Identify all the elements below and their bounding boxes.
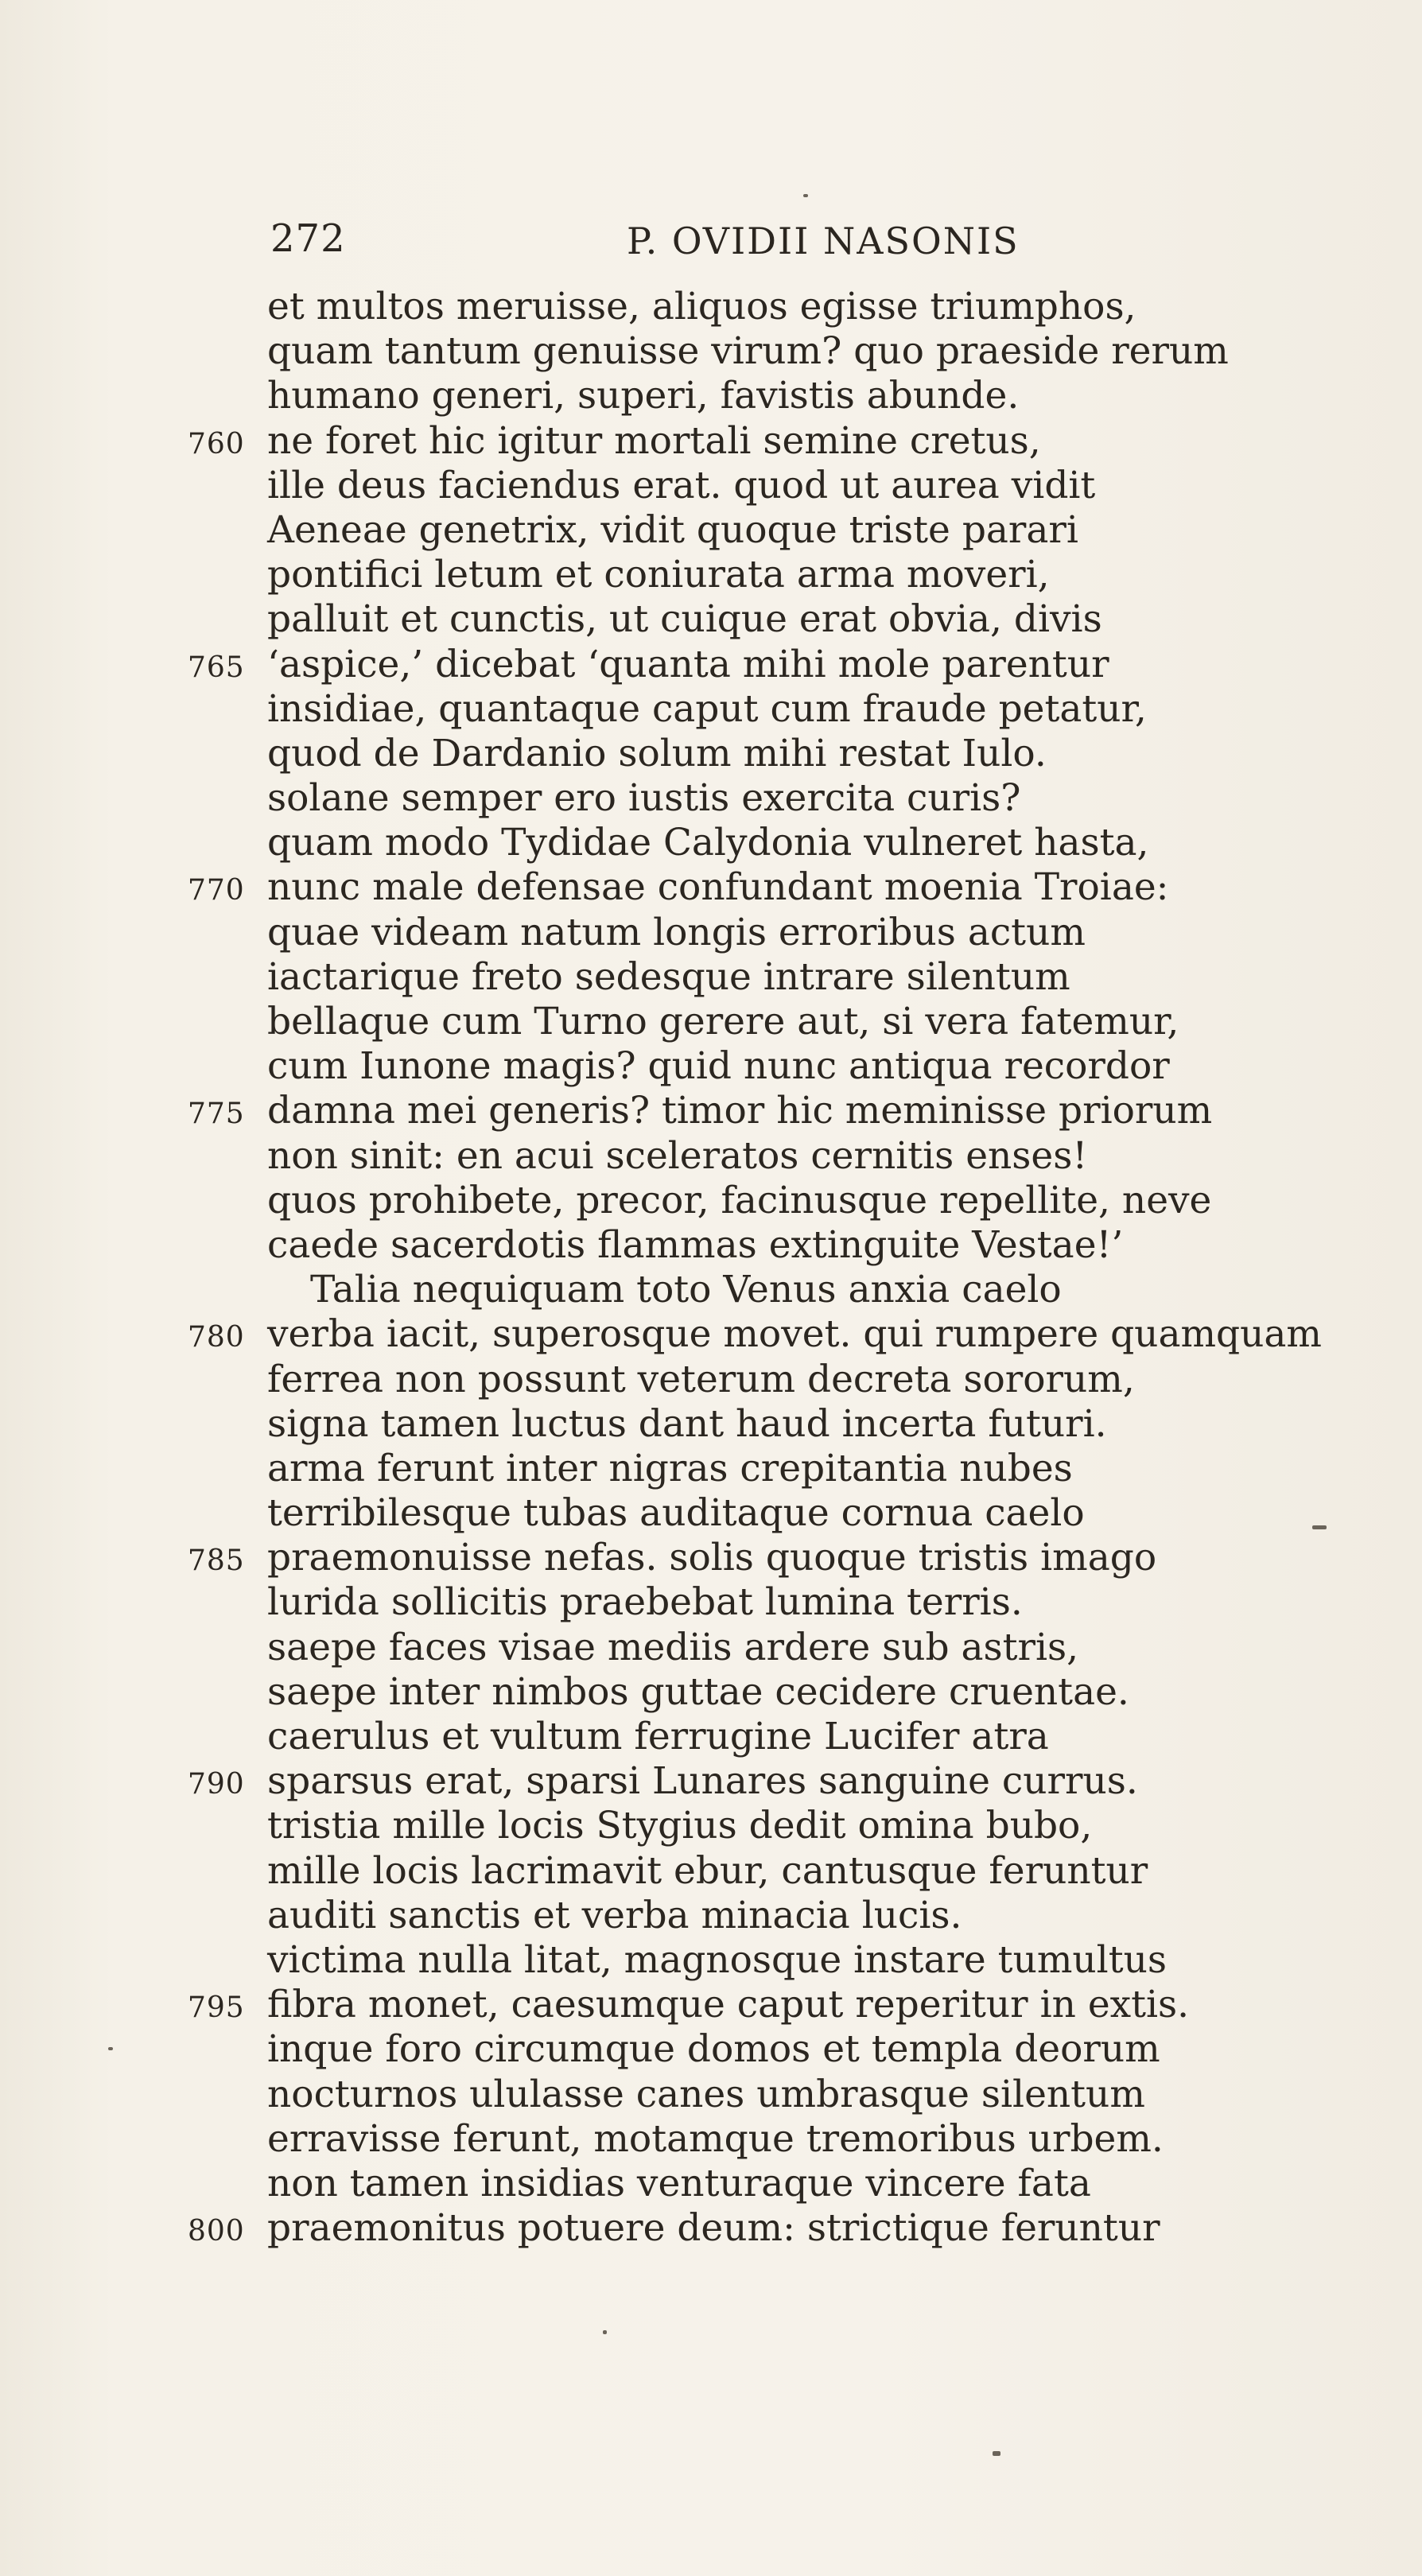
page-header: [270, 216, 1105, 272]
verse-text: Talia nequiquam toto Venus anxia caelo: [310, 1268, 1062, 1312]
paper-speck: [803, 194, 808, 197]
verse-line: [188, 2073, 1381, 2117]
verse-line: [188, 1179, 1381, 1223]
verse-line: [188, 1759, 1381, 1804]
verse-line: [188, 821, 1381, 865]
verse-line: [188, 1268, 1381, 1312]
paper-speck: [1312, 1525, 1327, 1529]
verse-line: [188, 464, 1381, 508]
line-number: 795: [188, 1991, 245, 2025]
verse-text: saepe inter nimbos guttae cecidere cruentae.: [267, 1669, 1129, 1714]
verse-text: nocturnos ululasse canes umbrasque silentum: [267, 2072, 1145, 2116]
verse-line: [188, 865, 1381, 910]
verse-text: fibra monet, caesumque caput reperitur in extis.: [267, 1983, 1190, 2027]
verse-line: [188, 1894, 1381, 1938]
verse-line: [188, 419, 1381, 464]
verse-text: quae videam natum longis erroribus actum: [267, 910, 1086, 954]
paper-speck: [603, 2330, 607, 2334]
verse-text: damna mei generis? timor hic meminisse priorum: [267, 1089, 1213, 1133]
verse-text: quod de Dardanio solum mihi restat Iulo.: [267, 731, 1047, 775]
verse-text: victima nulla litat, magnosque instare tumultus: [267, 1937, 1167, 1982]
verse-text: Aeneae genetrix, vidit quoque triste parari: [267, 507, 1078, 552]
verse-text: lurida sollicitis praebebat lumina terris.: [267, 1580, 1023, 1625]
verse-text: pontifici letum et coniurata arma moveri,: [267, 553, 1050, 597]
line-number: 780: [188, 1321, 245, 1354]
verse-text: non tamen insidias venturaque vincere fata: [267, 2161, 1091, 2205]
line-number: 800: [188, 2215, 245, 2248]
verse-line: [188, 1804, 1381, 1848]
verse-line: [188, 1134, 1381, 1179]
verse-text: inque foro circumque domos et templa deorum: [267, 2027, 1160, 2072]
verse-line: [188, 732, 1381, 776]
verse-line: [188, 1223, 1381, 1268]
verse-text: quam modo Tydidae Calydonia vulneret hasta,: [267, 821, 1149, 865]
verse-text: non sinit: en acui sceleratos cernitis enses!: [267, 1133, 1088, 1178]
verse-line: [188, 776, 1381, 821]
verse-text: erravisse ferunt, motamque tremoribus urbem.: [267, 2116, 1164, 2161]
verse-text: et multos meruisse, aliquos egisse triumphos,: [267, 285, 1136, 328]
running-title: P. OVIDII NASONIS: [627, 220, 1020, 262]
verse-line: [188, 2162, 1381, 2206]
verse-text: ‘aspice,’ dicebat ‘quanta mihi mole parentur: [267, 642, 1109, 686]
verse-text: signa tamen luctus dant haud incerta futuri.: [267, 1401, 1107, 1446]
verse-text: cum Iunone magis? quid nunc antiqua recordor: [267, 1044, 1170, 1089]
verse-line: [188, 508, 1381, 553]
verse-text: nunc male defensae confundant moenia Troiae:: [267, 865, 1169, 910]
verse-text: caede sacerdotis flammas extinguite Vestae!’: [267, 1222, 1124, 1267]
verse-line: [188, 911, 1381, 955]
verse-line: [188, 1447, 1381, 1491]
verse-text: solane semper ero iustis exercita curis?: [267, 776, 1021, 821]
verse-line: [188, 1849, 1381, 1894]
verse-line: [188, 1580, 1381, 1625]
verse-line: [188, 553, 1381, 597]
page-number: 272: [270, 216, 346, 261]
verse-line: [188, 1044, 1381, 1089]
verse-text: tristia mille locis Stygius dedit omina bubo,: [267, 1804, 1093, 1848]
verse-line: [188, 1089, 1381, 1133]
verse-text: mille locis lacrimavit ebur, cantusque feruntur: [267, 1848, 1148, 1893]
verse-line: [188, 687, 1381, 732]
verse-text: praemonitus potuere deum: strictique feruntur: [267, 2206, 1160, 2251]
line-number: 785: [188, 1544, 245, 1578]
verse-text: insidiae, quantaque caput cum fraude petatur,: [267, 686, 1147, 731]
verse-line: [188, 285, 1381, 329]
verse-line: [188, 1402, 1381, 1447]
paper-speck: [993, 2451, 1000, 2456]
line-number: 790: [188, 1768, 245, 1801]
verse-text: ille deus faciendus erat. quod ut aurea vidit: [267, 463, 1096, 507]
verse-text: auditi sanctis et verba minacia lucis.: [267, 1893, 962, 1937]
verse-text: arma ferunt inter nigras crepitantia nubes: [267, 1446, 1073, 1490]
verse-text: bellaque cum Turno gerere aut, si vera fatemur,: [267, 1000, 1179, 1043]
verse-line: [188, 374, 1381, 418]
line-number: 760: [188, 427, 245, 460]
verse-line: [188, 1983, 1381, 2027]
verse-text: quos prohibete, precor, facinusque repellite, neve: [267, 1178, 1212, 1222]
verse-line: [188, 1536, 1381, 1580]
verse-line: [188, 1000, 1381, 1044]
verse-line: [188, 1626, 1381, 1670]
verse-line: [188, 597, 1381, 642]
verse-text: humano generi, superi, favistis abunde.: [267, 374, 1020, 418]
verse-text: iactarique freto sedesque intrare silentum: [267, 954, 1070, 999]
verse-line: [188, 1670, 1381, 1715]
verse-text: caerulus et vultum ferrugine Lucifer atra: [267, 1715, 1049, 1758]
verse-line: [188, 329, 1381, 374]
verse-block: [188, 285, 1381, 2251]
verse-line: [188, 2027, 1381, 2072]
verse-text: praemonuisse nefas. solis quoque tristis imago: [267, 1536, 1157, 1580]
verse-line: [188, 1715, 1381, 1759]
verse-text: terribilesque tubas auditaque cornua caelo: [267, 1491, 1085, 1536]
verse-text: ferrea non possunt veterum decreta sororum,: [267, 1357, 1135, 1401]
line-number: 775: [188, 1098, 245, 1131]
line-number: 770: [188, 874, 245, 907]
verse-line: [188, 2117, 1381, 2162]
line-number: 765: [188, 651, 245, 684]
verse-line: [188, 1358, 1381, 1402]
verse-line: [188, 1491, 1381, 1536]
verse-line: [188, 2206, 1381, 2251]
verse-text: saepe faces visae mediis ardere sub astris,: [267, 1625, 1079, 1669]
verse-line: [188, 643, 1381, 687]
verse-text: sparsus erat, sparsi Lunares sanguine currus.: [267, 1759, 1138, 1804]
verse-line: [188, 1938, 1381, 1983]
verse-line: [188, 955, 1381, 1000]
verse-text: quam tantum genuisse virum? quo praeside rerum: [267, 329, 1229, 374]
verse-text: palluit et cunctis, ut cuique erat obvia, divis: [267, 597, 1102, 642]
verse-text: ne foret hic igitur mortali semine cretus,: [267, 418, 1041, 463]
verse-text: verba iacit, superosque movet. qui rumpere quamquam: [267, 1312, 1322, 1357]
verse-line: [188, 1312, 1381, 1357]
paper-speck: [108, 2047, 113, 2050]
